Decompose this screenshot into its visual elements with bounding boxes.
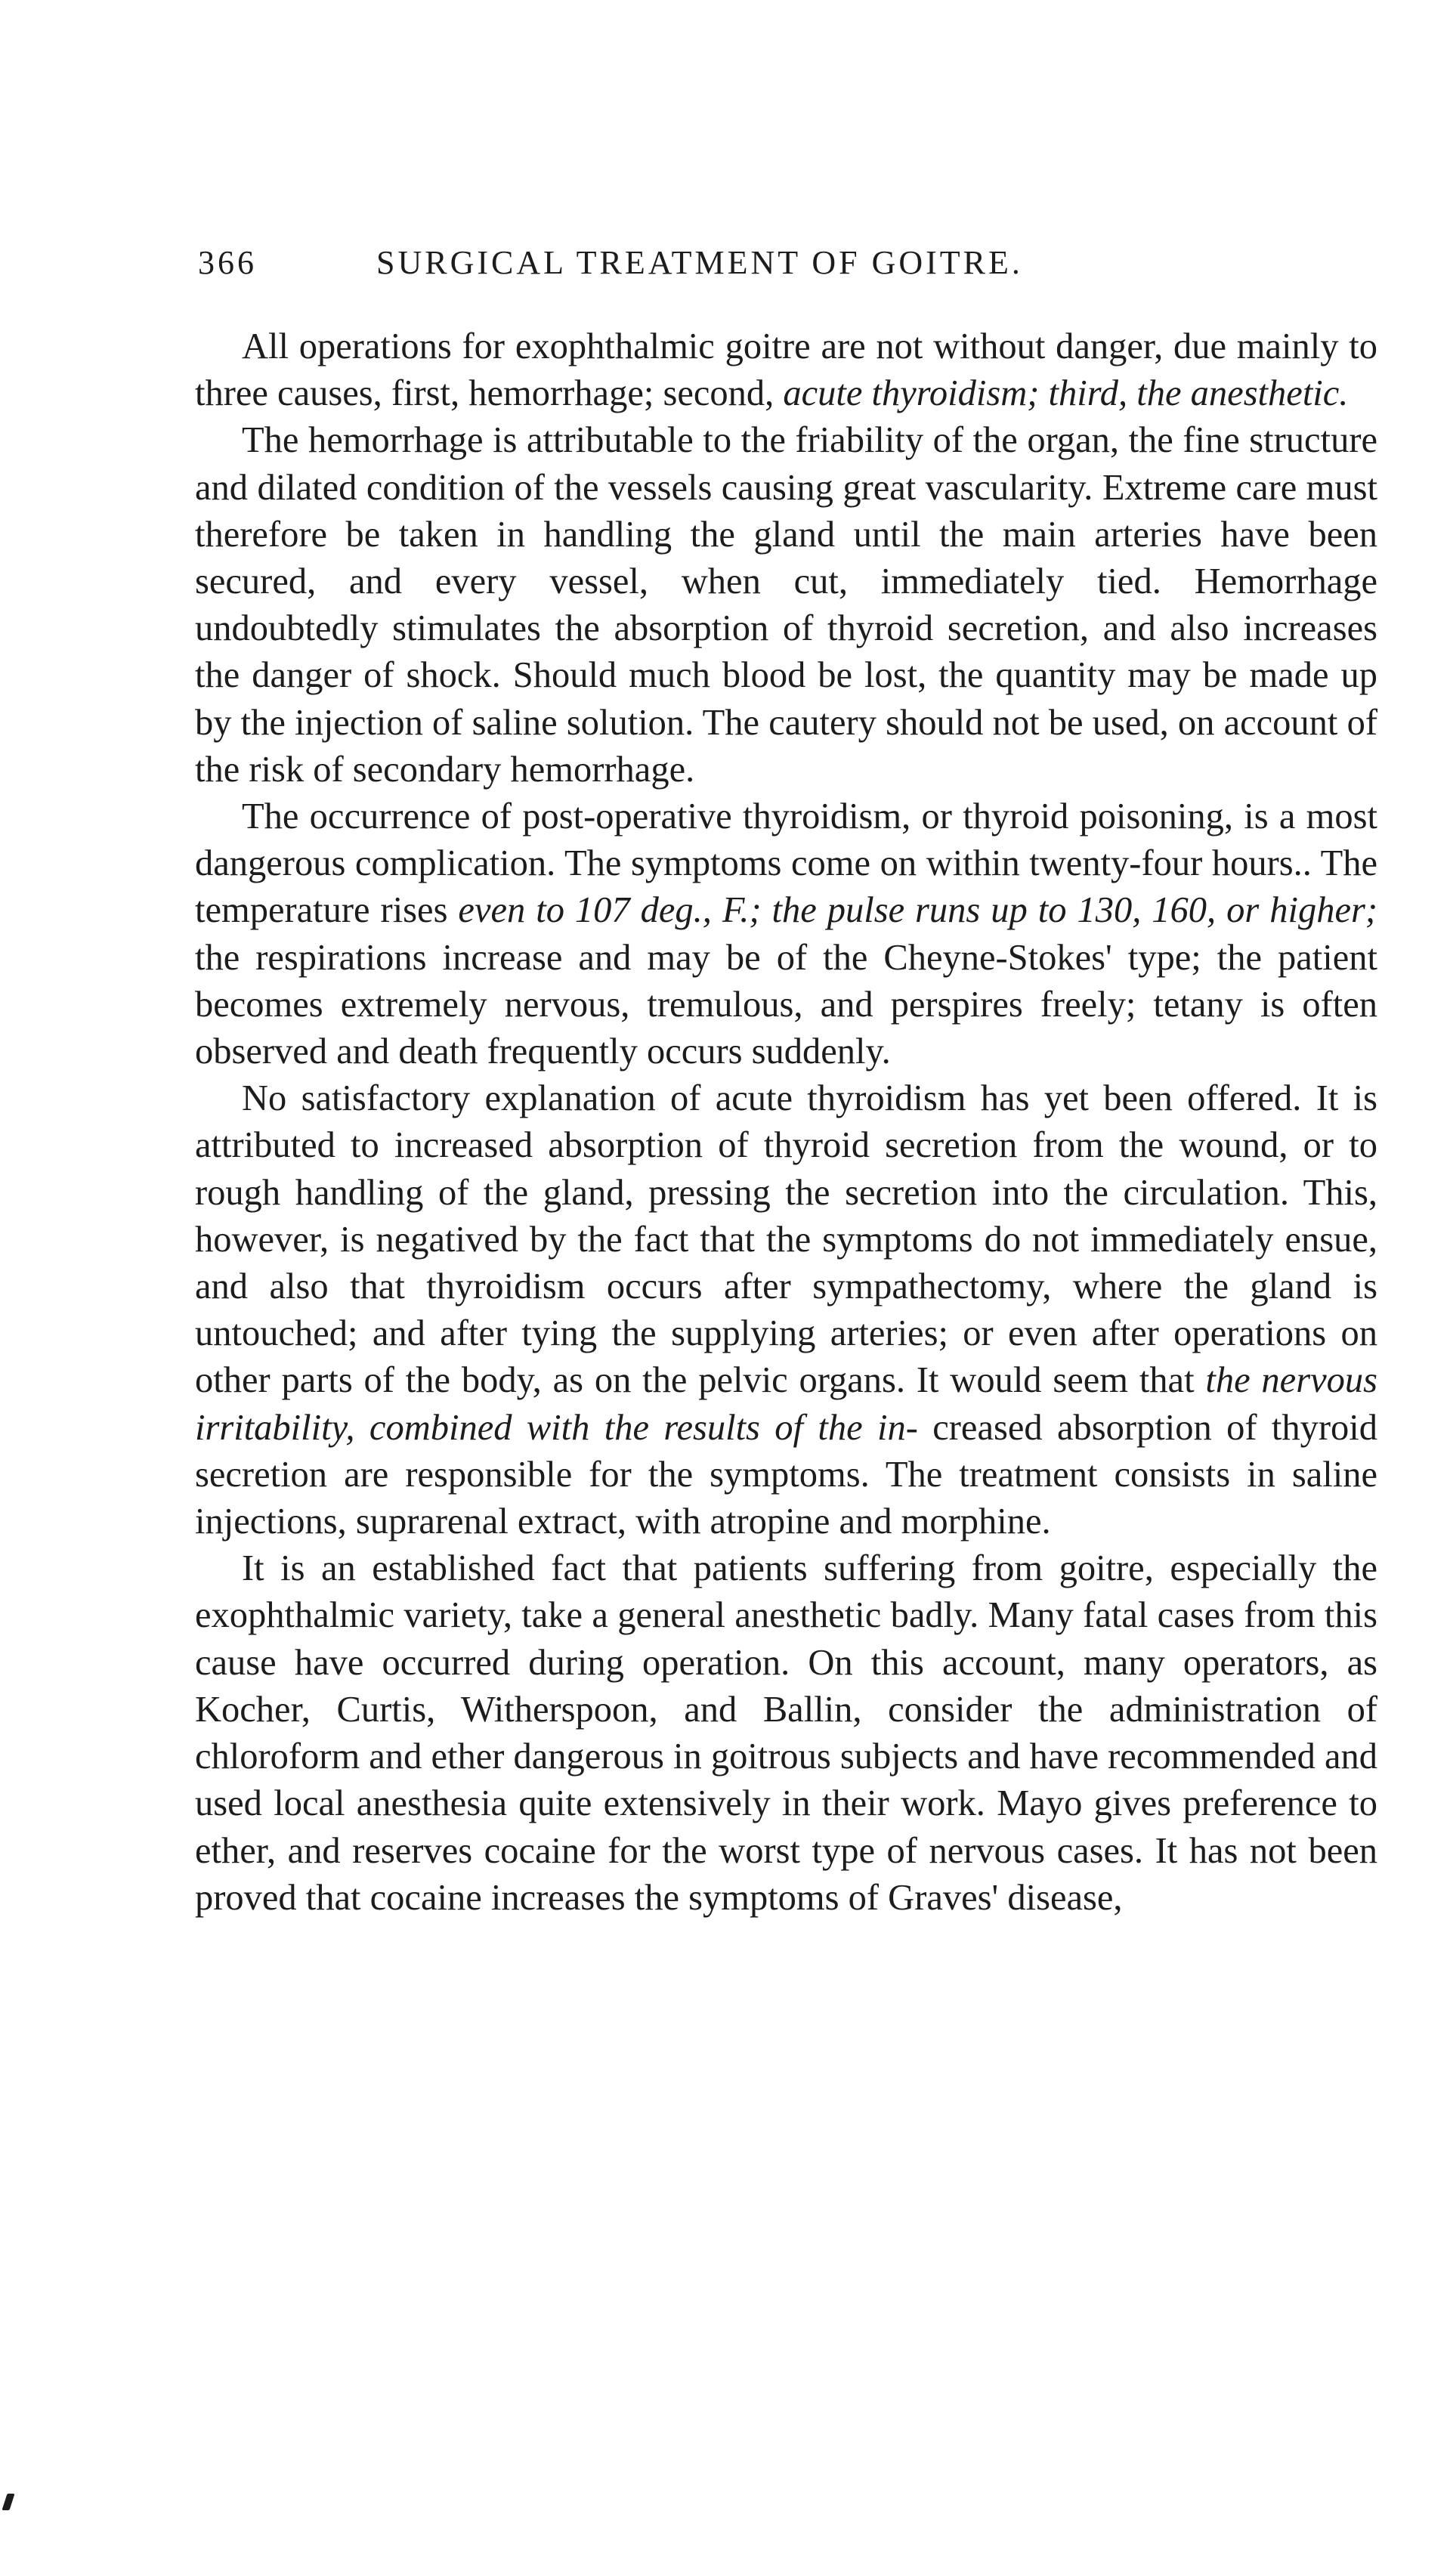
paragraph-explanation-text-1: No satisfactory explanation of acute thyroidism has yet been offered. It is attributed to increased absorption of thyroid secretion from the wound, or to rough handling of the gland, pressing the secretion into the circulation. This, however, is negatived by the fact that the symptoms do not immediately ensue, and also that thyroidism occurs after sympathectomy, where the gland is untouched; and after tying the supplying arteries; or even after operations on other parts of the body, as on the pelvic organs. It would seem that	[195, 1078, 1377, 1401]
paragraph-explanation	[195, 1075, 1377, 1545]
paragraph-dangers-italic: acute thyroidism; third, the anesthetic.	[783, 373, 1349, 414]
paragraph-thyroidism-text-2: the respirations increase and may be of the Cheyne-Stokes' type; the patient becomes extremely nervous, tremulous, and perspires freely; tetany is often observed and death frequently occurs suddenly.	[195, 937, 1377, 1072]
paragraph-explanation-italic: the nervous irritability, combined with the results of the in-	[195, 1360, 1377, 1448]
paragraph-anesthetic: It is an established fact that patients suffering from goitre, especially the exophthalmic variety, take a general anesthetic badly. Many fatal cases from this cause have occurred during operation. On this account, many operators, as Kocher, Curtis, Witherspoon, and Ballin, consider the administration of chloroform and ether dangerous in goitrous subjects and have recommended and used local anesthesia quite extensively in their work. Mayo gives preference to ether, and reserves cocaine for the worst type of nervous cases. It has not been proved that cocaine increases the symptoms of Graves' disease,	[195, 1548, 1377, 1918]
paragraph-dangers-text: All operations for exophthalmic goitre are not without danger, due mainly to three causes, first, hemorrhage; second,	[195, 326, 1377, 414]
running-head: SURGICAL TREATMENT OF GOITRE.	[376, 244, 1023, 281]
page-header	[198, 233, 1377, 293]
paragraph-thyroidism-italic: even to 107 deg., F.; the pulse runs up to 130, 160, or higher;	[458, 890, 1377, 931]
page-number: 366	[198, 244, 257, 281]
paragraph-hemorrhage: The hemorrhage is attributable to the friability of the organ, the fine structure and dilated condition of the vessels causing great vascularity. Extreme care must therefore be taken in handling the gland until the main arteries have been secured, and every vessel, when cut, immediately tied. Hemorrhage undoubtedly stimulates the absorption of thyroid secretion, and also increases the danger of shock. Should much blood be lost, the quantity may be made up by the injection of saline solution. The cautery should not be used, on account of the risk of secondary hemorrhage.	[195, 420, 1377, 790]
paragraph-thyroidism-text-1: The occurrence of post-operative thyroidism, or thyroid poisoning, is a most dangerous complication. The symptoms come on within twenty-four hours.. The temperature rises	[195, 796, 1377, 931]
paragraph-dangers	[195, 323, 1377, 417]
stray-ink-mark	[2, 2494, 14, 2510]
paragraph-thyroidism	[195, 793, 1377, 1075]
body-text	[195, 323, 1377, 1922]
paragraph-explanation-text-2: creased absorption of thyroid secretion are responsible for the symptoms. The treatment consists in saline injections, suprarenal extract, with atropine and morphine.	[195, 1407, 1377, 1542]
